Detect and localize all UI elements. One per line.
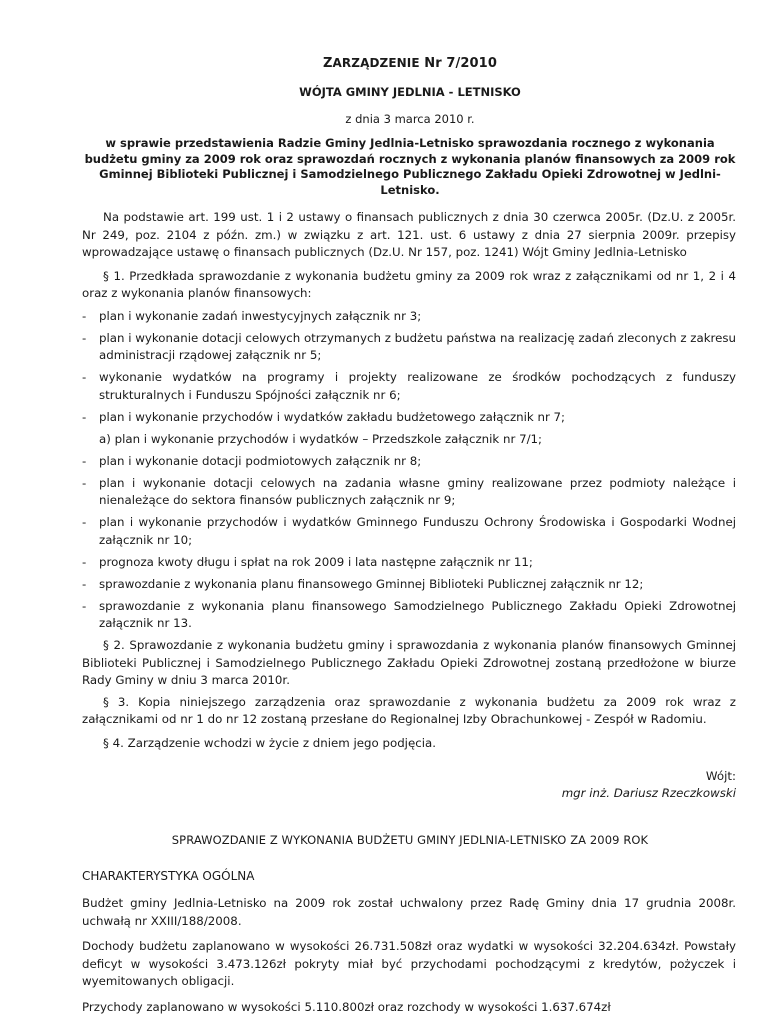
list-item: - plan i wykonanie dotacji celowych otrzymanych z budżetu państwa na realizację zadań zleconych z zakresu administracji rządowej załącznik nr 5; [82, 330, 736, 365]
section-3-paragraph: § 3. Kopia niniejszego zarządzenia oraz sprawozdanie z wykonania budżetu za 2009 rok wraz z załącznikami od nr 1 do nr 12 zostaną przesłane do Regionalnej Izby Obrachunkowej - Zespół w Radomiu. [82, 694, 736, 726]
legal-basis-paragraph: Na podstawie art. 199 ust. 1 i 2 ustawy o finansach publicznych z dnia 30 czerwca 2005r. (Dz.U. z 2005r. Nr 249, poz. 2104 z późn. zm.) w związku z art. 121. ust. 6 ustawy z dnia 27 sierpnia 2009r. przepisy wprowadzające ustawę o finansach publicznych (Dz.U. Nr 157, poz. 1241) Wójt Gminy Jedlnia-Letnisko [82, 210, 736, 259]
list-item: - plan i wykonanie dotacji podmiotowych załącznik nr 8; [82, 453, 736, 471]
document-subtitle: WÓJTA GMINY JEDLNIA - LETNISKO [299, 85, 521, 99]
document-date: z dnia 3 marca 2010 r. [345, 112, 475, 126]
list-item: - plan i wykonanie zadań inwestycyjnych załącznik nr 3; [82, 308, 736, 326]
title-number: Nr 7/2010 [419, 56, 497, 71]
list-item: - plan i wykonanie przychodów i wydatków Gminnego Funduszu Ochrony Środowiska i Gospodarki Wodnej załącznik nr 10; [82, 514, 736, 549]
report-paragraph-2: Dochody budżetu zaplanowano w wysokości 26.731.508zł oraz wydatki w wysokości 32.204.634zł. Powstały deficyt w wysokości 3.473.126zł pokryty miał być przychodami pochodzącymi z kredytów, pożyczek i wyemitowanych obligacji. [82, 939, 736, 988]
list-item: - wykonanie wydatków na programy i projekty realizowane ze środków pochodzących z funduszy strukturalnych i Funduszu Spójności załącznik nr 6; [82, 369, 736, 404]
report-title: SPRAWOZDANIE Z WYKONANIA BUDŻETU GMINY JEDLNIA-LETNISKO ZA 2009 ROK [171, 833, 649, 847]
signature-role: Wójt: [705, 769, 736, 783]
attachments-list [82, 308, 736, 633]
report-section-heading: CHARAKTERYSTYKA OGÓLNA [82, 869, 255, 883]
section-2-paragraph: § 2. Sprawozdanie z wykonania budżetu gminy i sprawozdania z wykonania planów finansowych Gminnej Biblioteki Publicznej i Samodzielnego Publicznego Zakładu Opieki Zdrowotnej zostaną przedłożone w biurze Rady Gminy w dniu 3 marca 2010r. [82, 638, 736, 687]
list-item: - plan i wykonanie dotacji celowych na zadania własne gminy realizowane przez podmioty należące i nienależące do sektora finansów publicznych załącznik nr 9; [82, 475, 736, 510]
signature-block [84, 768, 736, 802]
report-paragraph-1: Budżet gminy Jedlnia-Letnisko na 2009 rok został uchwalony przez Radę Gminy dnia 17 grudnia 2008r. uchwałą nr XXIII/188/2008. [82, 896, 736, 928]
signature-name: mgr inż. Dariusz Rzeczkowski [561, 786, 736, 800]
list-item: - sprawozdanie z wykonania planu finansowego Samodzielnego Publicznego Zakładu Opieki Zdrowotnej załącznik nr 13. [82, 598, 736, 633]
list-item: - prognoza kwoty długu i spłat na rok 2009 i lata następne załącznik nr 11; [82, 554, 736, 572]
section-4-paragraph: § 4. Zarządzenie wchodzi w życie z dniem jego podjęcia. [103, 735, 436, 750]
section-1-paragraph: § 1. Przedkłada sprawozdanie z wykonania budżetu gminy za 2009 rok wraz z załącznikami od nr 1, 2 i 4 oraz z wykonania planów finansowych: [82, 268, 736, 300]
list-item: - plan i wykonanie przychodów i wydatków zakładu budżetowego załącznik nr 7; [82, 409, 736, 427]
report-paragraph-3: Przychody zaplanowano w wysokości 5.110.800zł oraz rozchody w wysokości 1.637.674zł [82, 999, 611, 1014]
document-title [84, 56, 736, 71]
title-caps: ARZĄDZENIE [332, 56, 420, 70]
list-subitem: a) plan i wykonanie przychodów i wydatków – Przedszkole załącznik nr 7/1; [99, 431, 543, 446]
title-initial: Z [323, 56, 333, 71]
document-subject: w sprawie przedstawienia Radzie Gminy Jedlnia-Letnisko sprawozdania rocznego z wykonania budżetu gminy za 2009 rok oraz sprawozdań rocznych z wykonania planów finansowych za 2009 rok Gminnej Biblioteki Publicznej i Samodzielnego Publicznego Zakładu Opieki Zdrowotnej w Jedlni-Letnisko. [84, 136, 736, 197]
list-item: - sprawozdanie z wykonania planu finansowego Gminnej Biblioteki Publicznej załącznik nr 12; [82, 576, 736, 594]
